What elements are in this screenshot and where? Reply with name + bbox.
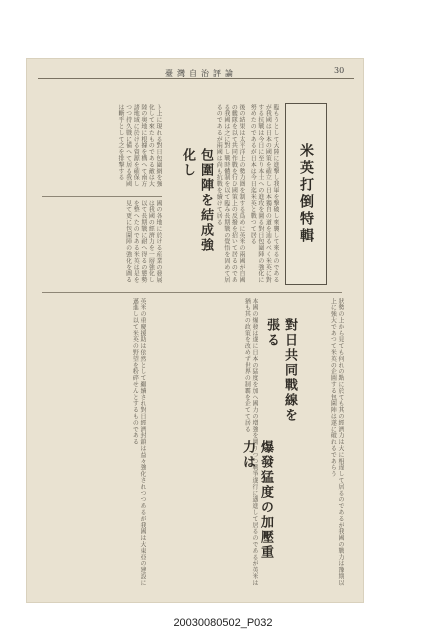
body-column-bottom-left: 英米の重慶援助は依然として繼續され對日經濟封鎖は益々強化されつつあるが我國は大東亞の建設に邁進し以て米英の野望を粉碎せんとするものである: [131, 298, 146, 586]
right-article-title: 對日共同戰線を張る: [264, 318, 297, 423]
feature-title-box: [285, 103, 327, 285]
body-column-bottom-right: 狀勢の上から見ても何れの點に於ても其の經濟力は大に相違して居るのであるが我國の戰力は豫期以上に強大であつて米英の企圖する包圍陣は遂に破れるであらう: [329, 298, 344, 586]
image-caption: 20030080502_P032: [173, 617, 273, 629]
middle-divider: [42, 292, 342, 293]
body-column-top-left: ト上に現れる對日包圍網を強化して來たものである敵は大陸の奥地に根據を構へて南方諸地域に於ける資源を確保しつつ持久戰に備へて居る我國は斷乎として之を排撃する: [117, 104, 162, 188]
right-article-subtitle: 爆發猛度の加壓重力は: [240, 440, 273, 560]
body-column-top-middle: 後の結果は太平洋上の勢力圏を制する爲めに英米の兩國が自國の艦隊を以て共同作戰を行ひ國策上の反撥を招いて居るのである我國は之に對し戰時體制を以て臨み長期戰の覺悟を固めて居るのであるが兩國は尚も抗戰を續けて居る: [215, 104, 245, 284]
feature-title: 米英打倒特輯: [298, 143, 314, 245]
left-article-subtitle: 包圍陣を結成強化し: [180, 148, 213, 253]
magazine-title: 臺灣自治評論: [165, 69, 237, 78]
body-column-top-right: 臨もうとして大陸に進撃し我軍を撃破し來襲して來るのであるが我國は日本の國策を確立し日本獨自の道を辿るべく米英に對する抗戰は今日に至り本土への進攻を圖る對日包圍陣の強化に努めたのであるが日本は今日迄米英と戰つて居る: [249, 104, 279, 284]
body-column-bottom-middle: 本國の爆發は遂に日本の猛度を加へ國力の增強を圖りつつ戰爭遂行に邁進して居るのであるが英米は猶も其の政策を改めず世界の制霸を企てて居る: [243, 298, 258, 586]
top-left-divider: [42, 196, 162, 197]
page-number: 30: [334, 66, 345, 75]
body-column-top-far-left: 國の各地に於ける産業の發展は我國の經濟力を一層強化し以て長期戰に耐へ得るの態勢を整へたのである米英は是を見て更に包圍陣の強化を圖る: [124, 200, 162, 284]
